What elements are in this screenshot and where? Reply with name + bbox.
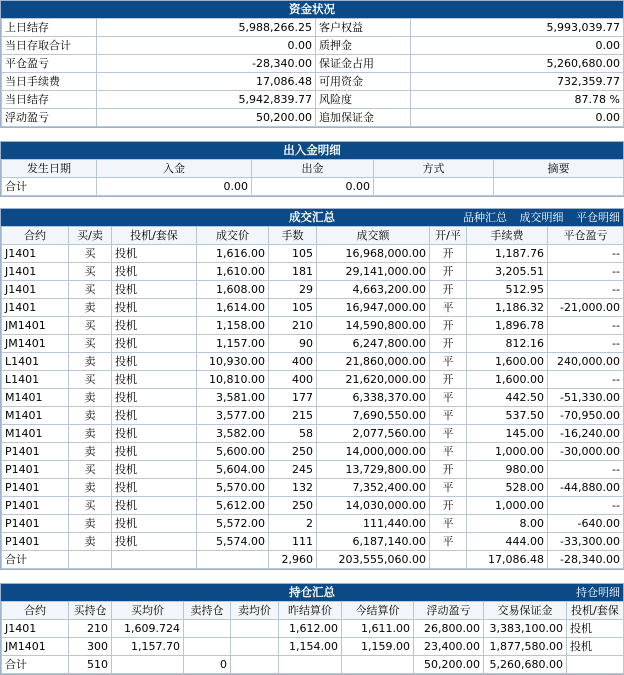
link-position-detail[interactable]: 持仓明细 [576,586,620,599]
table-row [2,245,624,263]
inout-total-label: 合计 [2,178,97,196]
trades-cell: 买 [69,317,112,335]
inout-total-row [2,178,624,196]
trades-cell: 400 [269,371,317,389]
positions-header-cell: 合约 [2,602,69,620]
funds-label: 客户权益 [316,19,411,37]
trades-cell: P1401 [2,533,69,551]
trades-cell: 400 [269,353,317,371]
trades-cell: 平 [430,515,467,533]
funds-section [0,0,624,128]
trades-cell: 58 [269,425,317,443]
positions-section [0,583,624,675]
trades-header-row [2,227,624,245]
table-row [2,515,624,533]
trades-cell: 投机 [112,479,197,497]
trades-cell: 投机 [112,407,197,425]
trades-cell: J1401 [2,245,69,263]
trades-cell: 8.00 [467,515,548,533]
positions-header-cell: 昨结算价 [279,602,342,620]
trades-header-cell: 成交价 [197,227,269,245]
funds-label: 保证金占用 [316,55,411,73]
funds-value: 5,993,039.77 [411,19,624,37]
trades-cell: 132 [269,479,317,497]
trades-cell: 开 [430,281,467,299]
positions-cell: 3,383,100.00 [484,620,567,638]
positions-cell: 210 [69,620,112,638]
table-row [2,299,624,317]
trades-cell: 买 [69,461,112,479]
inout-total-method [374,178,494,196]
positions-cell: 投机 [567,638,624,656]
trades-cell: 250 [269,443,317,461]
trades-cell: 210 [269,317,317,335]
trades-cell: -- [548,245,624,263]
trades-cell: 卖 [69,353,112,371]
trades-cell: -- [548,335,624,353]
funds-row [2,73,624,91]
positions-header-cell: 买持仓 [69,602,112,620]
trades-cell: -- [548,497,624,515]
trades-cell: 250 [269,497,317,515]
table-row [2,371,624,389]
trades-header-cell: 手数 [269,227,317,245]
funds-value: 5,988,266.25 [97,19,316,37]
inout-table [1,159,624,196]
trades-cell: 177 [269,389,317,407]
trades-cell: 6,247,800.00 [317,335,430,353]
trades-cell: 开 [430,497,467,515]
inout-total-note [494,178,624,196]
trades-cell: 平 [430,407,467,425]
trades-total-cell [197,551,269,569]
trades-cell: 5,612.00 [197,497,269,515]
inout-header-row [2,160,624,178]
trades-cell: 3,581.00 [197,389,269,407]
trades-cell: 111 [269,533,317,551]
positions-total-cell: 0 [184,656,231,674]
trades-cell: 6,338,370.00 [317,389,430,407]
positions-header-cell: 卖持仓 [184,602,231,620]
positions-title: 持仓汇总 [289,585,335,599]
trades-header-cell: 买/卖 [69,227,112,245]
trades-total-cell: 2,960 [269,551,317,569]
trades-links [454,209,620,226]
funds-value: 0.00 [97,37,316,55]
trades-cell: 13,729,800.00 [317,461,430,479]
trades-total-cell: 合计 [2,551,69,569]
trades-cell: 3,577.00 [197,407,269,425]
trades-cell: 1,187.76 [467,245,548,263]
trades-cell: 14,000,000.00 [317,443,430,461]
table-row [2,638,624,656]
trades-total-cell: 203,555,060.00 [317,551,430,569]
funds-value: 5,260,680.00 [411,55,624,73]
trades-cell: 投机 [112,281,197,299]
link-trade-detail[interactable]: 成交明细 [519,211,564,224]
trades-cell: 14,030,000.00 [317,497,430,515]
trades-cell: 开 [430,263,467,281]
trades-cell: 215 [269,407,317,425]
trades-cell: 181 [269,263,317,281]
positions-header-cell: 买均价 [112,602,184,620]
funds-value: 0.00 [411,109,624,127]
funds-value: 0.00 [411,37,624,55]
trades-cell: -- [548,281,624,299]
trades-cell: 16,968,000.00 [317,245,430,263]
trades-cell: 528.00 [467,479,548,497]
funds-label: 当日结存 [2,91,97,109]
trades-cell: 投机 [112,497,197,515]
positions-cell: 1,611.00 [342,620,414,638]
positions-cell [231,620,279,638]
trades-total-cell [112,551,197,569]
table-row [2,281,624,299]
positions-header-row [2,602,624,620]
inout-header-out: 出金 [252,160,374,178]
funds-label: 可用资金 [316,73,411,91]
inout-total-in: 0.00 [97,178,252,196]
link-close-detail[interactable]: 平仓明细 [576,211,620,224]
funds-value: 87.78 % [411,91,624,109]
trades-cell: 投机 [112,533,197,551]
trades-titlebar [1,209,623,226]
positions-cell: 26,800.00 [414,620,484,638]
positions-total-cell: 50,200.00 [414,656,484,674]
trades-cell: 5,600.00 [197,443,269,461]
trades-cell: 买 [69,263,112,281]
inout-header-note: 摘要 [494,160,624,178]
positions-table [1,601,624,674]
positions-cell [184,638,231,656]
table-row [2,407,624,425]
table-row [2,479,624,497]
trades-cell: 29,141,000.00 [317,263,430,281]
funds-value: 732,359.77 [411,73,624,91]
trades-cell: 开 [430,335,467,353]
trades-cell: 512.95 [467,281,548,299]
trades-cell: 16,947,000.00 [317,299,430,317]
table-row [2,353,624,371]
trades-header-cell: 成交额 [317,227,430,245]
funds-row [2,55,624,73]
trades-cell: -51,330.00 [548,389,624,407]
trades-cell: 145.00 [467,425,548,443]
trades-table [1,226,624,569]
trades-cell: 105 [269,299,317,317]
trades-cell: 投机 [112,425,197,443]
trades-total-cell [69,551,112,569]
funds-label: 平仓盈亏 [2,55,97,73]
trades-total-cell [430,551,467,569]
table-row [2,317,624,335]
positions-header-cell: 投机/套保 [567,602,624,620]
trades-cell: 3,582.00 [197,425,269,443]
funds-row [2,37,624,55]
trades-cell: 1,600.00 [467,371,548,389]
trades-cell: 投机 [112,299,197,317]
positions-cell: 1,609.724 [112,620,184,638]
funds-value: -28,340.00 [97,55,316,73]
trades-cell: 投机 [112,335,197,353]
trades-cell: 1,157.00 [197,335,269,353]
trades-cell: -16,240.00 [548,425,624,443]
positions-header-cell: 交易保证金 [484,602,567,620]
positions-total-cell: 510 [69,656,112,674]
funds-title: 资金状况 [1,1,623,18]
positions-cell: 1,159.00 [342,638,414,656]
inout-title: 出入金明细 [1,142,623,159]
table-row [2,461,624,479]
trades-title: 成交汇总 [289,210,335,224]
trades-cell: 537.50 [467,407,548,425]
funds-label: 追加保证金 [316,109,411,127]
trades-cell: 1,186.32 [467,299,548,317]
positions-cell: 300 [69,638,112,656]
funds-label: 当日手续费 [2,73,97,91]
funds-table [1,18,624,127]
trades-cell: 980.00 [467,461,548,479]
table-row [2,620,624,638]
trades-cell: 投机 [112,317,197,335]
trades-cell: 444.00 [467,533,548,551]
trades-cell: 111,440.00 [317,515,430,533]
positions-cell [231,638,279,656]
trades-cell: 投机 [112,353,197,371]
trades-section [0,208,624,570]
trades-cell: -44,880.00 [548,479,624,497]
trades-cell: J1401 [2,281,69,299]
trades-cell: 卖 [69,533,112,551]
trades-cell: 5,572.00 [197,515,269,533]
trades-cell: 10,810.00 [197,371,269,389]
trades-cell: -640.00 [548,515,624,533]
funds-label: 当日存取合计 [2,37,97,55]
trades-cell: 平 [430,299,467,317]
positions-cell [184,620,231,638]
trades-total-cell: 17,086.48 [467,551,548,569]
inout-header-method: 方式 [374,160,494,178]
trades-cell: -70,950.00 [548,407,624,425]
trades-cell: 240,000.00 [548,353,624,371]
trades-cell: 5,574.00 [197,533,269,551]
positions-total-cell: 合计 [2,656,69,674]
trades-cell: -30,000.00 [548,443,624,461]
trades-cell: 14,590,800.00 [317,317,430,335]
positions-cell: 投机 [567,620,624,638]
trades-cell: 平 [430,479,467,497]
trades-cell: 卖 [69,407,112,425]
table-row [2,263,624,281]
funds-value: 17,086.48 [97,73,316,91]
trades-cell: 买 [69,497,112,515]
trades-cell: 开 [430,371,467,389]
trades-cell: 平 [430,389,467,407]
inout-section [0,141,624,197]
positions-cell: J1401 [2,620,69,638]
trades-cell: L1401 [2,371,69,389]
inout-header-date: 发生日期 [2,160,97,178]
trades-cell: M1401 [2,389,69,407]
trades-cell: 29 [269,281,317,299]
trades-cell: 开 [430,317,467,335]
trades-cell: M1401 [2,407,69,425]
positions-header-cell: 浮动盈亏 [414,602,484,620]
positions-header-cell: 卖均价 [231,602,279,620]
trades-cell: 245 [269,461,317,479]
trades-cell: 平 [430,425,467,443]
trades-total-row [2,551,624,569]
trades-cell: P1401 [2,497,69,515]
trades-cell: 买 [69,245,112,263]
trades-cell: 3,205.51 [467,263,548,281]
link-variety-summary[interactable]: 品种汇总 [463,211,507,224]
positions-titlebar [1,584,623,601]
trades-cell: 投机 [112,443,197,461]
trades-cell: 买 [69,335,112,353]
trades-cell: 卖 [69,425,112,443]
positions-cell: 1,877,580.00 [484,638,567,656]
trades-cell: 卖 [69,479,112,497]
trades-cell: 90 [269,335,317,353]
positions-cell: JM1401 [2,638,69,656]
trades-cell: 投机 [112,389,197,407]
funds-row [2,19,624,37]
trades-cell: JM1401 [2,335,69,353]
trades-cell: -- [548,317,624,335]
trades-cell: 1,000.00 [467,497,548,515]
trades-cell: 5,604.00 [197,461,269,479]
trades-cell: 2 [269,515,317,533]
trades-cell: 卖 [69,515,112,533]
trades-cell: 21,860,000.00 [317,353,430,371]
trades-cell: 4,663,200.00 [317,281,430,299]
trades-header-cell: 投机/套保 [112,227,197,245]
trades-cell: 卖 [69,443,112,461]
trades-cell: -33,300.00 [548,533,624,551]
table-row [2,443,624,461]
trades-cell: 投机 [112,461,197,479]
trades-cell: 开 [430,461,467,479]
trades-cell: M1401 [2,425,69,443]
trades-cell: P1401 [2,479,69,497]
trades-cell: -- [548,371,624,389]
funds-label: 风险度 [316,91,411,109]
trades-cell: 10,930.00 [197,353,269,371]
trades-cell: P1401 [2,443,69,461]
trades-cell: 6,187,140.00 [317,533,430,551]
trades-total-cell: -28,340.00 [548,551,624,569]
funds-label: 上日结存 [2,19,97,37]
trades-cell: -- [548,263,624,281]
trades-cell: 1,158.00 [197,317,269,335]
positions-header-cell: 今结算价 [342,602,414,620]
trades-cell: 平 [430,533,467,551]
trades-cell: 1,610.00 [197,263,269,281]
table-row [2,389,624,407]
positions-cell: 1,157.70 [112,638,184,656]
inout-header-in: 入金 [97,160,252,178]
funds-row [2,109,624,127]
table-row [2,335,624,353]
funds-label: 浮动盈亏 [2,109,97,127]
trades-cell: 投机 [112,263,197,281]
positions-total-cell: 5,260,680.00 [484,656,567,674]
positions-links [567,584,620,601]
trades-cell: JM1401 [2,317,69,335]
trades-cell: P1401 [2,461,69,479]
trades-cell: 21,620,000.00 [317,371,430,389]
trades-cell: 1,600.00 [467,353,548,371]
table-row [2,533,624,551]
trades-cell: 5,570.00 [197,479,269,497]
trades-cell: 买 [69,281,112,299]
table-row [2,425,624,443]
trades-header-cell: 开/平 [430,227,467,245]
funds-value: 50,200.00 [97,109,316,127]
trades-cell: 1,000.00 [467,443,548,461]
trades-cell: 1,896.78 [467,317,548,335]
trades-cell: 卖 [69,389,112,407]
trades-cell: 投机 [112,245,197,263]
trades-cell: 7,352,400.00 [317,479,430,497]
trades-cell: L1401 [2,353,69,371]
funds-label: 质押金 [316,37,411,55]
trades-header-cell: 平仓盈亏 [548,227,624,245]
trades-cell: 投机 [112,515,197,533]
funds-row [2,91,624,109]
trades-cell: 442.50 [467,389,548,407]
trades-cell: J1401 [2,263,69,281]
trades-cell: 买 [69,371,112,389]
trades-cell: 开 [430,245,467,263]
positions-cell: 23,400.00 [414,638,484,656]
positions-cell: 1,612.00 [279,620,342,638]
trades-cell: 卖 [69,299,112,317]
trades-cell: 2,077,560.00 [317,425,430,443]
trades-cell: 812.16 [467,335,548,353]
trades-cell: 平 [430,353,467,371]
trades-cell: 7,690,550.00 [317,407,430,425]
trades-header-cell: 合约 [2,227,69,245]
trades-cell: 投机 [112,371,197,389]
trades-cell: 1,614.00 [197,299,269,317]
trades-cell: 105 [269,245,317,263]
trades-cell: P1401 [2,515,69,533]
trades-cell: 平 [430,443,467,461]
funds-value: 5,942,839.77 [97,91,316,109]
trades-cell: -21,000.00 [548,299,624,317]
inout-total-out: 0.00 [252,178,374,196]
trades-cell: -- [548,461,624,479]
trades-cell: 1,608.00 [197,281,269,299]
table-row [2,497,624,515]
trades-header-cell: 手续费 [467,227,548,245]
trades-cell: 1,616.00 [197,245,269,263]
positions-cell: 1,154.00 [279,638,342,656]
trades-cell: J1401 [2,299,69,317]
